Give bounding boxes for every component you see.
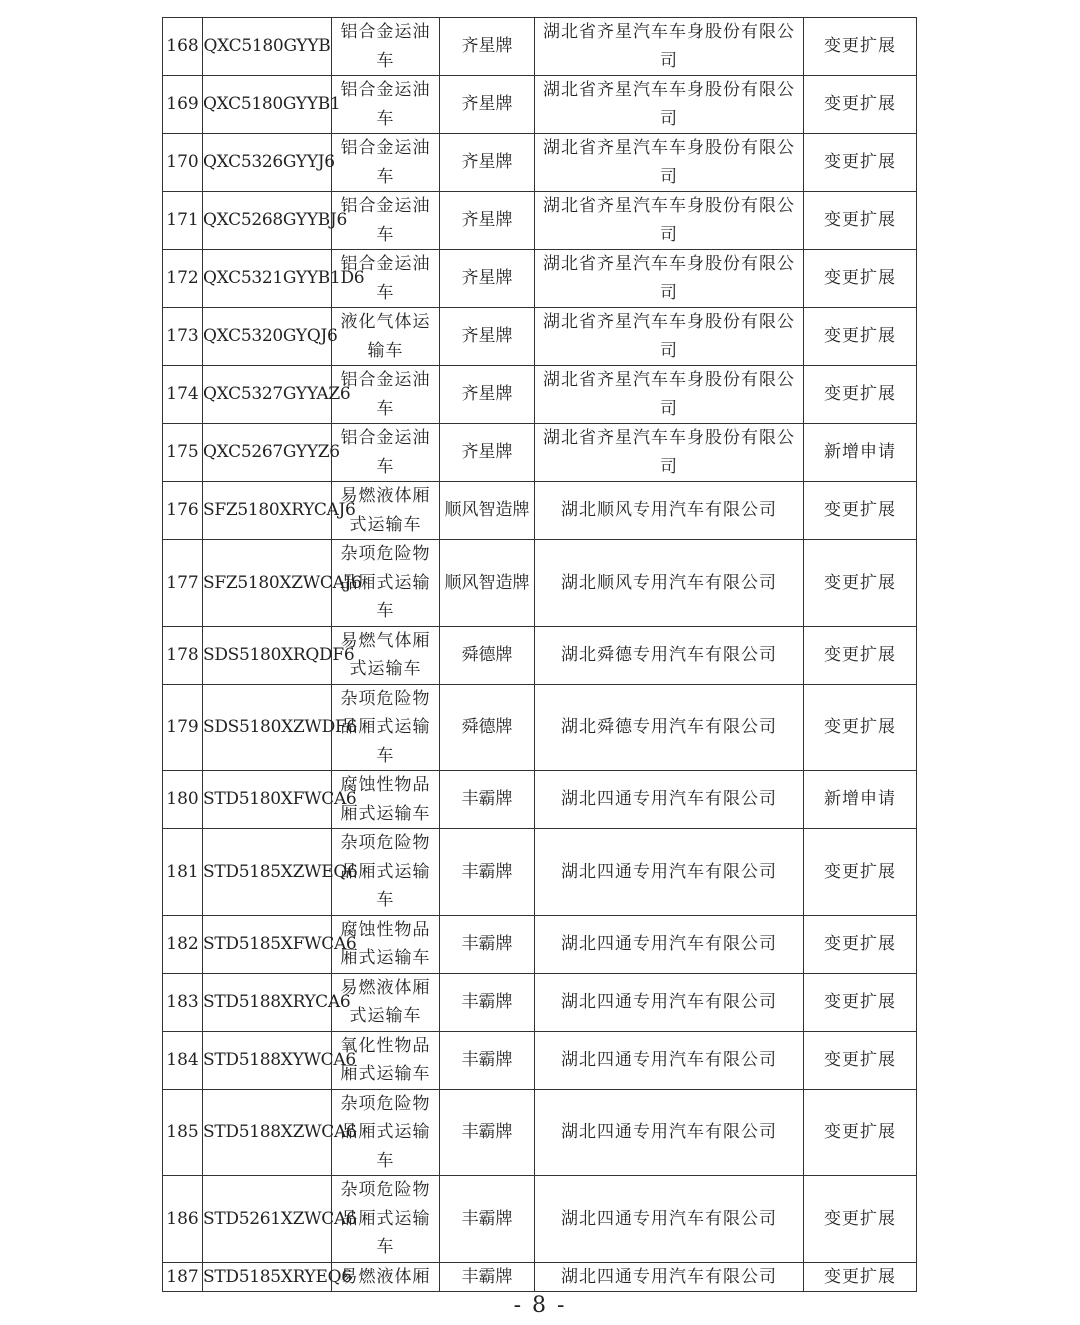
company: 湖北舜德专用汽车有限公司 (535, 684, 804, 771)
status: 变更扩展 (804, 308, 917, 366)
model-number: QXC5180GYYB (203, 18, 332, 76)
company: 湖北省齐星汽车车身股份有限公司 (535, 250, 804, 308)
vehicle-name: 杂项危险物品厢式运输车 (332, 1176, 440, 1263)
row-number: 187 (163, 1262, 203, 1292)
status: 变更扩展 (804, 829, 917, 916)
row-number: 176 (163, 482, 203, 540)
vehicle-name: 铝合金运油车 (332, 250, 440, 308)
model-number: SDS5180XZWDF6 (203, 684, 332, 771)
table-row (163, 1262, 917, 1292)
row-number: 182 (163, 915, 203, 973)
status: 变更扩展 (804, 482, 917, 540)
table-row (163, 366, 917, 424)
page-number: - 8 - (513, 1293, 567, 1318)
table-row (163, 915, 917, 973)
table-row (163, 540, 917, 627)
vehicle-name: 铝合金运油车 (332, 76, 440, 134)
brand: 丰霸牌 (440, 915, 535, 973)
table-row (163, 1176, 917, 1263)
brand: 齐星牌 (440, 192, 535, 250)
row-number: 179 (163, 684, 203, 771)
model-number: STD5188XYWCA6 (203, 1031, 332, 1089)
brand: 齐星牌 (440, 424, 535, 482)
company: 湖北省齐星汽车车身股份有限公司 (535, 308, 804, 366)
table-row (163, 482, 917, 540)
table-row (163, 18, 917, 76)
table-row (163, 684, 917, 771)
table-row (163, 1031, 917, 1089)
table-row (163, 134, 917, 192)
row-number: 174 (163, 366, 203, 424)
company: 湖北四通专用汽车有限公司 (535, 973, 804, 1031)
brand: 丰霸牌 (440, 1089, 535, 1176)
row-number: 181 (163, 829, 203, 916)
company: 湖北省齐星汽车车身股份有限公司 (535, 366, 804, 424)
company: 湖北省齐星汽车车身股份有限公司 (535, 18, 804, 76)
table-row (163, 308, 917, 366)
status: 变更扩展 (804, 1176, 917, 1263)
company: 湖北顺风专用汽车有限公司 (535, 482, 804, 540)
row-number: 173 (163, 308, 203, 366)
row-number: 177 (163, 540, 203, 627)
brand: 齐星牌 (440, 134, 535, 192)
vehicle-name: 易燃液体厢式运输车 (332, 973, 440, 1031)
brand: 顺风智造牌 (440, 540, 535, 627)
vehicle-name: 腐蚀性物品厢式运输车 (332, 771, 440, 829)
status: 变更扩展 (804, 915, 917, 973)
brand: 丰霸牌 (440, 973, 535, 1031)
row-number: 178 (163, 626, 203, 684)
row-number: 185 (163, 1089, 203, 1176)
brand: 丰霸牌 (440, 1262, 535, 1292)
table-row (163, 192, 917, 250)
table-row (163, 250, 917, 308)
brand: 丰霸牌 (440, 829, 535, 916)
status: 变更扩展 (804, 540, 917, 627)
vehicle-name: 杂项危险物品厢式运输车 (332, 1089, 440, 1176)
company: 湖北省齐星汽车车身股份有限公司 (535, 192, 804, 250)
status: 变更扩展 (804, 973, 917, 1031)
company: 湖北顺风专用汽车有限公司 (535, 540, 804, 627)
model-number: STD5180XFWCA6 (203, 771, 332, 829)
model-number: STD5185XZWEQ6 (203, 829, 332, 916)
row-number: 172 (163, 250, 203, 308)
model-number: STD5185XRYEQ6 (203, 1262, 332, 1292)
vehicle-name: 铝合金运油车 (332, 366, 440, 424)
company: 湖北四通专用汽车有限公司 (535, 829, 804, 916)
table-row (163, 771, 917, 829)
table-row (163, 973, 917, 1031)
row-number: 169 (163, 76, 203, 134)
company: 湖北四通专用汽车有限公司 (535, 1031, 804, 1089)
brand: 丰霸牌 (440, 771, 535, 829)
table-row (163, 1089, 917, 1176)
status: 变更扩展 (804, 250, 917, 308)
model-number: QXC5180GYYB1 (203, 76, 332, 134)
brand: 齐星牌 (440, 250, 535, 308)
vehicle-name: 易燃液体厢 (332, 1262, 440, 1292)
vehicle-name: 铝合金运油车 (332, 192, 440, 250)
company: 湖北四通专用汽车有限公司 (535, 915, 804, 973)
status: 新增申请 (804, 424, 917, 482)
model-number: SDS5180XRQDF6 (203, 626, 332, 684)
company: 湖北四通专用汽车有限公司 (535, 1262, 804, 1292)
model-number: STD5185XFWCA6 (203, 915, 332, 973)
row-number: 183 (163, 973, 203, 1031)
status: 新增申请 (804, 771, 917, 829)
vehicle-name: 易燃液体厢式运输车 (332, 482, 440, 540)
status: 变更扩展 (804, 366, 917, 424)
model-number: QXC5267GYYZ6 (203, 424, 332, 482)
model-number: STD5261XZWCA6 (203, 1176, 332, 1263)
table-row (163, 424, 917, 482)
company: 湖北四通专用汽车有限公司 (535, 1089, 804, 1176)
status: 变更扩展 (804, 626, 917, 684)
row-number: 168 (163, 18, 203, 76)
vehicle-name: 杂项危险物品厢式运输车 (332, 829, 440, 916)
company: 湖北四通专用汽车有限公司 (535, 1176, 804, 1263)
row-number: 171 (163, 192, 203, 250)
vehicle-name: 氧化性物品厢式运输车 (332, 1031, 440, 1089)
status: 变更扩展 (804, 684, 917, 771)
status: 变更扩展 (804, 76, 917, 134)
model-number: STD5188XRYCA6 (203, 973, 332, 1031)
vehicle-name: 杂项危险物品厢式运输车 (332, 540, 440, 627)
status: 变更扩展 (804, 134, 917, 192)
table-row (163, 626, 917, 684)
row-number: 170 (163, 134, 203, 192)
company: 湖北省齐星汽车车身股份有限公司 (535, 424, 804, 482)
brand: 齐星牌 (440, 76, 535, 134)
company: 湖北四通专用汽车有限公司 (535, 771, 804, 829)
table-row (163, 76, 917, 134)
row-number: 175 (163, 424, 203, 482)
row-number: 184 (163, 1031, 203, 1089)
brand: 舜德牌 (440, 684, 535, 771)
model-number: QXC5321GYYB1D6 (203, 250, 332, 308)
company: 湖北舜德专用汽车有限公司 (535, 626, 804, 684)
brand: 舜德牌 (440, 626, 535, 684)
model-number: SFZ5180XZWCAJ6 (203, 540, 332, 627)
brand: 丰霸牌 (440, 1031, 535, 1089)
vehicle-name: 腐蚀性物品厢式运输车 (332, 915, 440, 973)
brand: 齐星牌 (440, 18, 535, 76)
status: 变更扩展 (804, 1089, 917, 1176)
brand: 齐星牌 (440, 366, 535, 424)
model-number: STD5188XZWCA6 (203, 1089, 332, 1176)
vehicle-name: 易燃气体厢式运输车 (332, 626, 440, 684)
company: 湖北省齐星汽车车身股份有限公司 (535, 76, 804, 134)
company: 湖北省齐星汽车车身股份有限公司 (535, 134, 804, 192)
brand: 顺风智造牌 (440, 482, 535, 540)
status: 变更扩展 (804, 18, 917, 76)
vehicle-name: 杂项危险物品厢式运输车 (332, 684, 440, 771)
row-number: 186 (163, 1176, 203, 1263)
model-number: QXC5320GYQJ6 (203, 308, 332, 366)
status: 变更扩展 (804, 1262, 917, 1292)
vehicle-name: 铝合金运油车 (332, 424, 440, 482)
model-number: QXC5327GYYAZ6 (203, 366, 332, 424)
model-number: QXC5326GYYJ6 (203, 134, 332, 192)
row-number: 180 (163, 771, 203, 829)
vehicle-name: 铝合金运油车 (332, 18, 440, 76)
vehicle-name: 铝合金运油车 (332, 134, 440, 192)
brand: 齐星牌 (440, 308, 535, 366)
model-number: SFZ5180XRYCAJ6 (203, 482, 332, 540)
model-number: QXC5268GYYBJ6 (203, 192, 332, 250)
status: 变更扩展 (804, 1031, 917, 1089)
table-row (163, 829, 917, 916)
status: 变更扩展 (804, 192, 917, 250)
brand: 丰霸牌 (440, 1176, 535, 1263)
vehicle-table (162, 17, 917, 1292)
vehicle-name: 液化气体运输车 (332, 308, 440, 366)
